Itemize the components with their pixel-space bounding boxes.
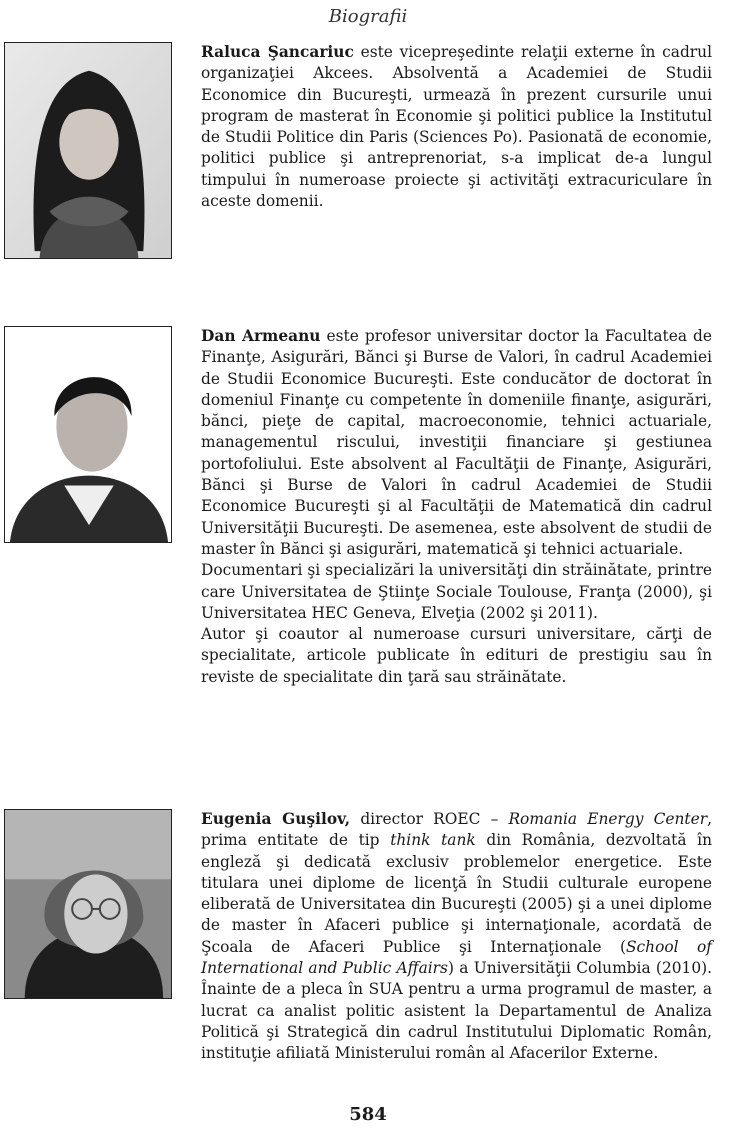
bio-name: Raluca Şancariuc <box>201 43 354 61</box>
bio-text: din România, dezvoltată în engleză şi dedicată exclusiv problemelor energetice. Este titulara unei diplome de licenţă în Studii culturale europene eliberată de Universitatea din Bucureşti (2005) şi a unei diplome de master în Afaceri publice şi internaţionale, acordată de Şcoala de Afaceri Publice şi Internaţionale ( <box>201 831 713 956</box>
portrait-photo-1 <box>4 42 172 259</box>
bio-text: , prima entitate de tip <box>201 810 712 850</box>
running-header: Biografii <box>328 6 408 27</box>
bio-name: Eugenia Guşilov, <box>201 810 351 828</box>
bio-text-italic: think tank <box>390 831 476 850</box>
bio-raluca-sancariuc <box>201 42 712 212</box>
portrait-photo-2 <box>4 326 172 543</box>
bio-paragraph: Autor şi coautor al numeroase cursuri universitare, cărţi de specialitate, articole publicate în edituri de prestigiu sau în reviste de specialitate din ţară sau străinătate. <box>201 625 712 686</box>
bio-text-italic: Romania Energy Center <box>508 810 708 828</box>
bio-eugenia-gusilov <box>201 809 712 1065</box>
page-number: 584 <box>349 1104 387 1125</box>
bio-name: Dan Armeanu <box>201 327 321 345</box>
bio-paragraph: Documentari şi specializări la universităţi din străinătate, printre care Universitatea de Ştiinţe Sociale Toulouse, Franţa (2000), şi Universitatea HEC Geneva, Elveţia (2002 şi 2011). <box>201 561 712 622</box>
portrait-photo-3 <box>4 809 172 999</box>
bio-text-italic: School of International and Public Affairs <box>201 937 712 978</box>
bio-text: este vicepreşedinte relaţii externe în cadrul organizaţiei Akcees. Absolventă a Academiei de Studii Economice din Bucureşti, urmează în prezent cursurile unui program de masterat în Economie şi politici publice la Institutul de Studii Politice din Paris (Sciences Po). Pasionată de economie, politici publice şi antreprenoriat, s-a implicat de-a lungul timpului în numeroase proiecte şi activităţi extracuriculare în aceste domenii. <box>201 43 712 211</box>
bio-dan-armeanu <box>201 326 712 688</box>
bio-text: director ROEC – <box>350 810 509 828</box>
bio-text: ) a Universităţii Columbia (2010). Înainte de a pleca în SUA pentru a urma programul de master, a lucrat ca analist politic asistent la Departamentul de Analiza Politică şi Strategică din cadrul Institutului Diplomatic Român, instituţie afiliată Ministerului român al Afacerilor Externe. <box>201 959 713 1063</box>
bio-text: este profesor universitar doctor la Facultatea de Finanţe, Asigurări, Bănci şi Burse de Valori, în cadrul Academiei de Studii Economice Bucureşti. Este conducător de doctorat în domeniul Finanţe cu competente în domeniile finanţe, asigurări, bănci, pieţe de capital, macroeconomie, tehnici actuariale, managementul riscului, investiţii financiare şi gestiunea portofoliului. Este absolvent al Facultăţii de Finanţe, Asigurări, Bănci şi Burse de Valori în cadrul Academiei de Studii Economice Bucureşti şi al Facultăţii de Matematică din cadrul Universităţii Bucureşti. De asemenea, este absolvent de studii de master în Bănci şi asigurări, matematică şi tehnici actuariale. <box>201 327 712 558</box>
